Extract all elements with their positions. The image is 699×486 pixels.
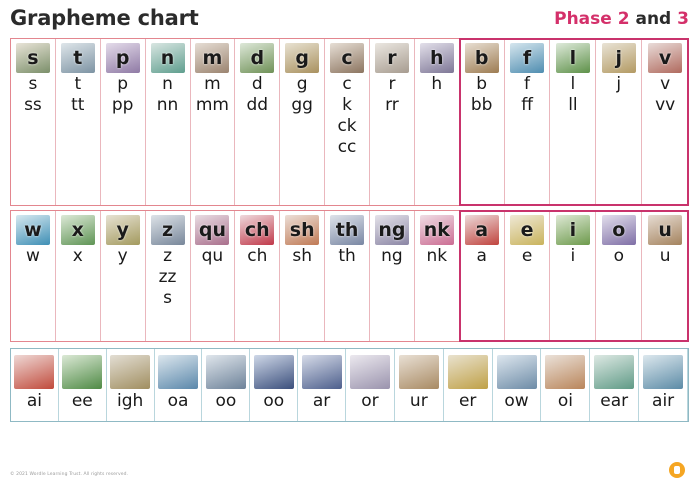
picture-letter-overlay: l xyxy=(569,47,577,69)
grapheme-list xyxy=(652,391,674,411)
nurse-icon xyxy=(399,355,439,389)
grapheme-text: c xyxy=(342,74,352,94)
grapheme-list xyxy=(196,74,229,116)
grapheme-text: l xyxy=(570,74,576,94)
picture-letter-overlay: i xyxy=(569,219,577,241)
grapheme-cell xyxy=(146,39,191,205)
grapheme-cell xyxy=(56,39,101,205)
grapheme-cell xyxy=(235,211,280,341)
mouse-icon xyxy=(195,43,229,73)
grapheme-text: igh xyxy=(117,391,144,411)
grapheme-row-1 xyxy=(10,38,689,206)
tree-icon xyxy=(62,355,102,389)
picture-letter-overlay: u xyxy=(658,219,672,241)
grapheme-list xyxy=(73,246,83,267)
grapheme-list xyxy=(263,391,284,411)
book-icon xyxy=(206,355,246,389)
grapheme-cell xyxy=(370,39,415,205)
grapheme-list xyxy=(292,246,312,267)
grapheme-text: ch xyxy=(247,246,268,266)
picture-letter-overlay: n xyxy=(160,47,175,69)
grapheme-cell xyxy=(541,349,590,421)
zip-icon xyxy=(151,215,185,245)
coins-icon xyxy=(545,355,585,389)
grapheme-text: ar xyxy=(312,391,331,411)
net-icon xyxy=(151,43,185,73)
grapheme-list xyxy=(471,74,493,116)
grapheme-cell xyxy=(155,349,203,421)
grapheme-list xyxy=(24,74,42,116)
page-title: Grapheme chart xyxy=(10,6,199,30)
grapheme-text: zz xyxy=(158,267,177,287)
grapheme-cell xyxy=(298,349,346,421)
grapheme-list xyxy=(655,74,675,116)
boat-icon xyxy=(158,355,198,389)
grapheme-list xyxy=(247,246,267,267)
grapheme-list xyxy=(614,246,624,267)
picture-letter-overlay: ch xyxy=(244,219,270,241)
grapheme-cell xyxy=(460,211,505,341)
grapheme-cell xyxy=(505,39,551,205)
grapheme-text: h xyxy=(431,74,443,94)
dinosaur-icon xyxy=(240,43,274,73)
picture-letter-overlay: f xyxy=(522,47,532,69)
grapheme-list xyxy=(600,391,628,411)
phase-first-number: 2 xyxy=(617,9,630,29)
grapheme-cell xyxy=(642,39,688,205)
phase-second-number: 3 xyxy=(677,9,689,29)
star-icon xyxy=(302,355,342,389)
grapheme-text: ng xyxy=(381,246,403,266)
grapheme-list xyxy=(385,74,399,116)
grapheme-text: ee xyxy=(71,391,93,411)
grapheme-cell xyxy=(590,349,639,421)
thumb-icon xyxy=(330,215,364,245)
grapheme-text: vv xyxy=(655,95,676,115)
grapheme-list xyxy=(27,391,42,411)
grapheme-text: ll xyxy=(568,95,578,115)
picture-letter-overlay: a xyxy=(475,219,489,241)
grapheme-text: d xyxy=(251,74,263,94)
picture-letter-overlay: m xyxy=(202,47,223,69)
grapheme-cell xyxy=(101,39,146,205)
grapheme-list xyxy=(338,246,355,267)
grapheme-list xyxy=(522,246,532,267)
grapheme-text: w xyxy=(25,246,40,266)
picture-letter-overlay: th xyxy=(335,219,359,241)
picture-letter-overlay: p xyxy=(115,47,130,69)
apple-icon xyxy=(465,215,499,245)
grapheme-text: g xyxy=(296,74,308,94)
grapheme-list xyxy=(337,74,356,158)
grapheme-text: m xyxy=(204,74,221,94)
grapheme-text: e xyxy=(521,246,533,266)
grapheme-cell xyxy=(56,211,101,341)
grapheme-text: t xyxy=(74,74,82,94)
grapheme-cell xyxy=(596,211,642,341)
cat-icon xyxy=(330,43,364,73)
grapheme-list xyxy=(291,74,313,116)
ear-icon xyxy=(594,355,634,389)
grapheme-cell xyxy=(505,211,551,341)
picture-letter-overlay: ng xyxy=(378,219,406,241)
grapheme-cell xyxy=(11,349,59,421)
octopus-icon xyxy=(602,215,636,245)
moon-icon xyxy=(254,355,294,389)
grapheme-row-3 xyxy=(10,348,689,422)
grapheme-cell xyxy=(639,349,688,421)
grapheme-text: n xyxy=(162,74,173,94)
grapheme-cell xyxy=(107,349,155,421)
publisher-logo-icon xyxy=(669,462,685,478)
grapheme-list xyxy=(504,391,528,411)
grapheme-text: ss xyxy=(24,95,42,115)
snake-icon xyxy=(16,43,50,73)
grapheme-text: air xyxy=(652,391,675,411)
grapheme-list xyxy=(247,74,269,116)
phase-word: Phase xyxy=(554,9,612,29)
grapheme-list xyxy=(521,74,533,116)
egg-icon xyxy=(510,215,544,245)
picture-letter-overlay: d xyxy=(250,47,265,69)
grapheme-row-2 xyxy=(10,210,689,342)
chair-icon xyxy=(643,355,683,389)
picture-letter-overlay: y xyxy=(116,219,129,241)
picture-letter-overlay: o xyxy=(612,219,626,241)
grapheme-list xyxy=(215,391,236,411)
yoyo-icon xyxy=(106,215,140,245)
picture-letter-overlay: x xyxy=(71,219,84,241)
grapheme-list xyxy=(571,246,576,267)
grapheme-text: v xyxy=(660,74,671,94)
wave-icon xyxy=(16,215,50,245)
grapheme-cell xyxy=(395,349,444,421)
grapheme-text: dd xyxy=(246,95,269,115)
grapheme-text: th xyxy=(338,246,356,266)
grapheme-text: oo xyxy=(263,391,285,411)
grapheme-list xyxy=(616,74,621,95)
grapheme-cell xyxy=(11,211,56,341)
grapheme-text: f xyxy=(524,74,531,94)
picture-letter-overlay: g xyxy=(295,47,309,69)
grapheme-list xyxy=(459,391,476,411)
grapheme-list xyxy=(410,391,428,411)
grapheme-text: sh xyxy=(292,246,312,266)
goat-icon xyxy=(285,43,319,73)
light-icon xyxy=(110,355,150,389)
grapheme-text: oa xyxy=(167,391,189,411)
grapheme-text: ck xyxy=(337,116,357,136)
picture-letter-overlay: s xyxy=(27,47,39,69)
grapheme-list xyxy=(202,246,224,267)
picture-letter-overlay: w xyxy=(24,219,42,241)
fish-icon xyxy=(510,43,544,73)
digger-icon xyxy=(448,355,488,389)
puppet-icon xyxy=(106,43,140,73)
phase-and: and xyxy=(635,9,672,29)
picture-letter-overlay: c xyxy=(341,47,353,69)
grapheme-text: r xyxy=(388,74,396,94)
grapheme-list xyxy=(558,391,573,411)
picture-letter-overlay: j xyxy=(615,47,623,69)
grapheme-text: qu xyxy=(201,246,224,266)
jug-icon xyxy=(602,43,636,73)
hat-icon xyxy=(420,43,454,73)
grapheme-text: pp xyxy=(111,95,134,115)
grapheme-cell xyxy=(280,211,325,341)
rabbit-icon xyxy=(375,43,409,73)
grapheme-list xyxy=(381,246,403,267)
picture-letter-overlay: h xyxy=(430,47,444,69)
grapheme-text: x xyxy=(72,246,83,266)
ring-icon xyxy=(375,215,409,245)
grapheme-cell xyxy=(444,349,493,421)
picture-letter-overlay: t xyxy=(73,47,83,69)
grapheme-list xyxy=(168,391,189,411)
grapheme-text: s xyxy=(163,288,172,308)
owl-icon xyxy=(497,355,537,389)
grapheme-cell xyxy=(202,349,250,421)
grapheme-list xyxy=(26,246,40,267)
grapheme-text: ai xyxy=(26,391,42,411)
grapheme-text: or xyxy=(361,391,379,411)
grapheme-text: oo xyxy=(215,391,237,411)
grapheme-cell xyxy=(59,349,107,421)
picture-letter-overlay: b xyxy=(474,47,489,69)
picture-letter-overlay: e xyxy=(520,219,534,241)
grapheme-text: gg xyxy=(291,95,313,115)
grapheme-cell xyxy=(325,211,370,341)
grapheme-cell xyxy=(493,349,542,421)
grapheme-text: bb xyxy=(470,95,493,115)
leaf-icon xyxy=(556,43,590,73)
grapheme-text: a xyxy=(476,246,487,266)
picture-letter-overlay: qu xyxy=(198,219,226,241)
grapheme-cell xyxy=(550,211,596,341)
grapheme-text: i xyxy=(570,246,576,266)
grapheme-cell xyxy=(370,211,415,341)
grapheme-text: tt xyxy=(71,95,85,115)
grapheme-cell xyxy=(346,349,395,421)
grapheme-text: z xyxy=(163,246,173,266)
grapheme-text: nn xyxy=(156,95,179,115)
grapheme-text: ur xyxy=(409,391,428,411)
grapheme-text: nk xyxy=(426,246,448,266)
picture-letter-overlay: z xyxy=(162,219,174,241)
grapheme-list xyxy=(313,391,330,411)
grapheme-text: ow xyxy=(504,391,529,411)
grapheme-list xyxy=(660,246,671,267)
grapheme-text: mm xyxy=(195,95,229,115)
grapheme-text: rr xyxy=(385,95,399,115)
umbrella-icon xyxy=(648,215,682,245)
queen-icon xyxy=(195,215,229,245)
grapheme-list xyxy=(431,74,442,95)
grapheme-cell xyxy=(146,211,191,341)
grapheme-text: p xyxy=(117,74,129,94)
grapheme-text: s xyxy=(28,74,38,94)
van-icon xyxy=(648,43,682,73)
grapheme-text: er xyxy=(458,391,477,411)
bear-icon xyxy=(465,43,499,73)
grapheme-cell xyxy=(415,211,460,341)
copyright-text: © 2021 Wordle Learning Trust. All rights reserved. xyxy=(10,472,129,477)
grapheme-text: o xyxy=(613,246,624,266)
page-header xyxy=(10,6,689,36)
picture-letter-overlay: r xyxy=(387,47,397,69)
grapheme-text: b xyxy=(476,74,488,94)
box-icon xyxy=(61,215,95,245)
grapheme-text: cc xyxy=(337,137,357,157)
train-icon xyxy=(14,355,54,389)
grapheme-cell xyxy=(191,211,236,341)
grapheme-text: oi xyxy=(557,391,573,411)
grapheme-text: ff xyxy=(521,95,533,115)
grapheme-list xyxy=(112,74,134,116)
cherries-icon xyxy=(240,215,274,245)
grapheme-cell xyxy=(642,211,688,341)
picture-letter-overlay: nk xyxy=(423,219,450,241)
grapheme-cell xyxy=(550,39,596,205)
grapheme-cell xyxy=(191,39,236,205)
grapheme-text: u xyxy=(659,246,671,266)
unicorn-icon xyxy=(350,355,390,389)
grapheme-cell xyxy=(460,39,505,205)
grapheme-list xyxy=(71,74,84,116)
grapheme-cell xyxy=(280,39,325,205)
grapheme-cell xyxy=(11,39,56,205)
grapheme-list xyxy=(72,391,93,411)
grapheme-text: y xyxy=(117,246,128,266)
phase-label xyxy=(554,9,689,29)
grapheme-text: ear xyxy=(600,391,629,411)
grapheme-cell xyxy=(325,39,370,205)
insect-icon xyxy=(556,215,590,245)
grapheme-list xyxy=(157,74,179,116)
grapheme-text: j xyxy=(616,74,622,94)
pink-drink-icon xyxy=(420,215,454,245)
grapheme-list xyxy=(159,246,177,309)
picture-letter-overlay: sh xyxy=(289,219,315,241)
grapheme-list xyxy=(427,246,448,267)
grapheme-list xyxy=(117,391,143,411)
shell-icon xyxy=(285,215,319,245)
tap-icon xyxy=(61,43,95,73)
grapheme-cell xyxy=(415,39,460,205)
grapheme-list xyxy=(118,246,128,267)
grapheme-cell xyxy=(250,349,298,421)
grapheme-list xyxy=(361,391,378,411)
grapheme-text: k xyxy=(342,95,352,115)
grapheme-cell xyxy=(596,39,642,205)
grapheme-list xyxy=(476,246,486,267)
picture-letter-overlay: v xyxy=(658,47,672,69)
grapheme-cell xyxy=(235,39,280,205)
grapheme-cell xyxy=(101,211,146,341)
grapheme-list xyxy=(568,74,577,116)
